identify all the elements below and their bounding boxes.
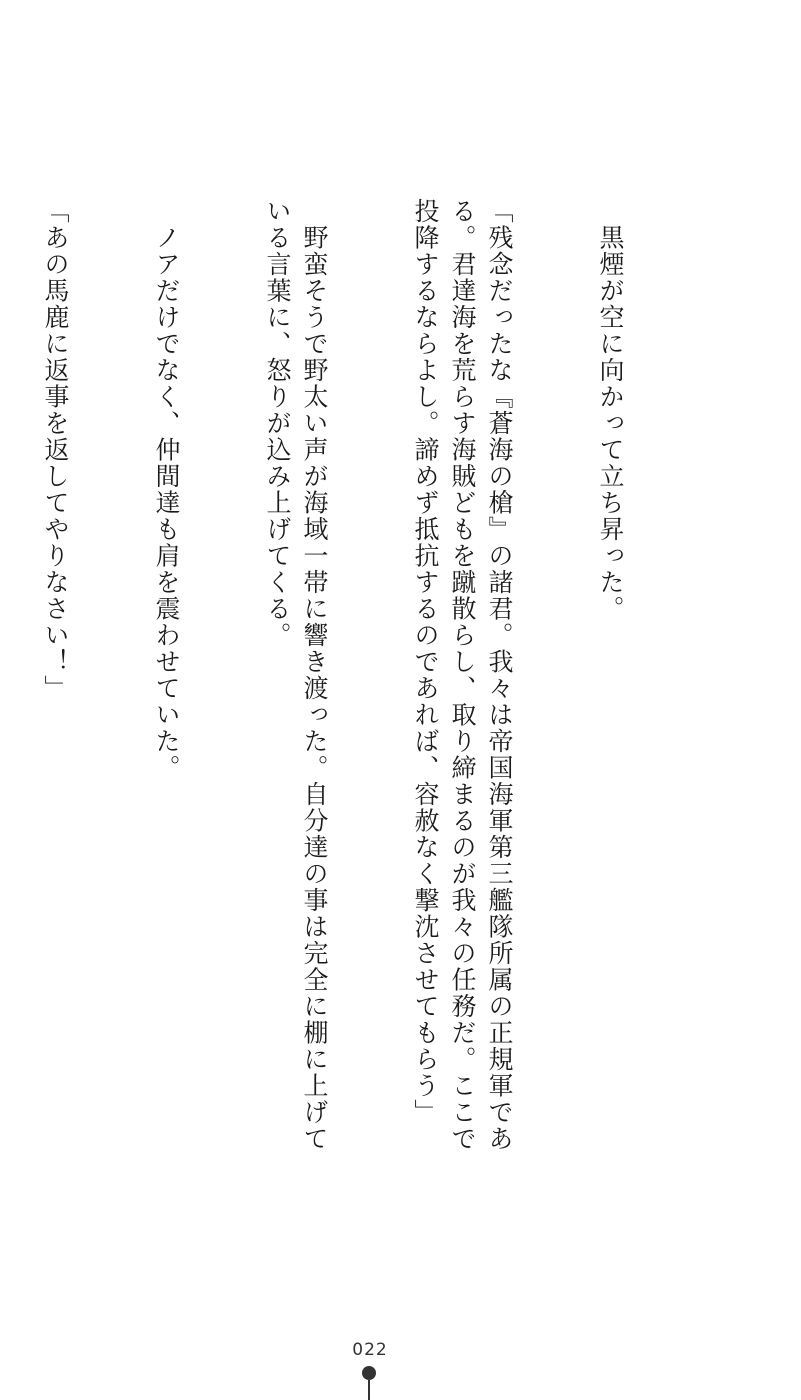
paragraph: 野蛮そうで野太い声が海域一帯に響き渡った。自分達の事は完全に棚に上げている言葉に、怒りが込み上げてくる。	[263, 198, 329, 1152]
paragraph: 「あの馬鹿に返事を返してやりなさい！」	[41, 198, 70, 702]
paragraph: 黒煙が空に向かって立ち昇った。	[596, 198, 625, 622]
page-number: 022	[352, 1340, 388, 1360]
paragraph: 「残念だったな『蒼海の槍』の諸君。我々は帝国海軍第三艦隊所属の正規軍である。君達海を荒らす海賊どもを蹴散らし、取り締まるのが我々の任務だ。ここで投降するならよし。諦めず抵抗するのであれば、容赦なく撃沈させてもらう」	[411, 198, 514, 1152]
body-text	[0, 198, 703, 1158]
page-marker-dot	[362, 1366, 376, 1380]
page-marker-line	[368, 1380, 370, 1400]
paragraph: ノアだけでなく、仲間達も肩を震わせていた。	[152, 198, 181, 781]
